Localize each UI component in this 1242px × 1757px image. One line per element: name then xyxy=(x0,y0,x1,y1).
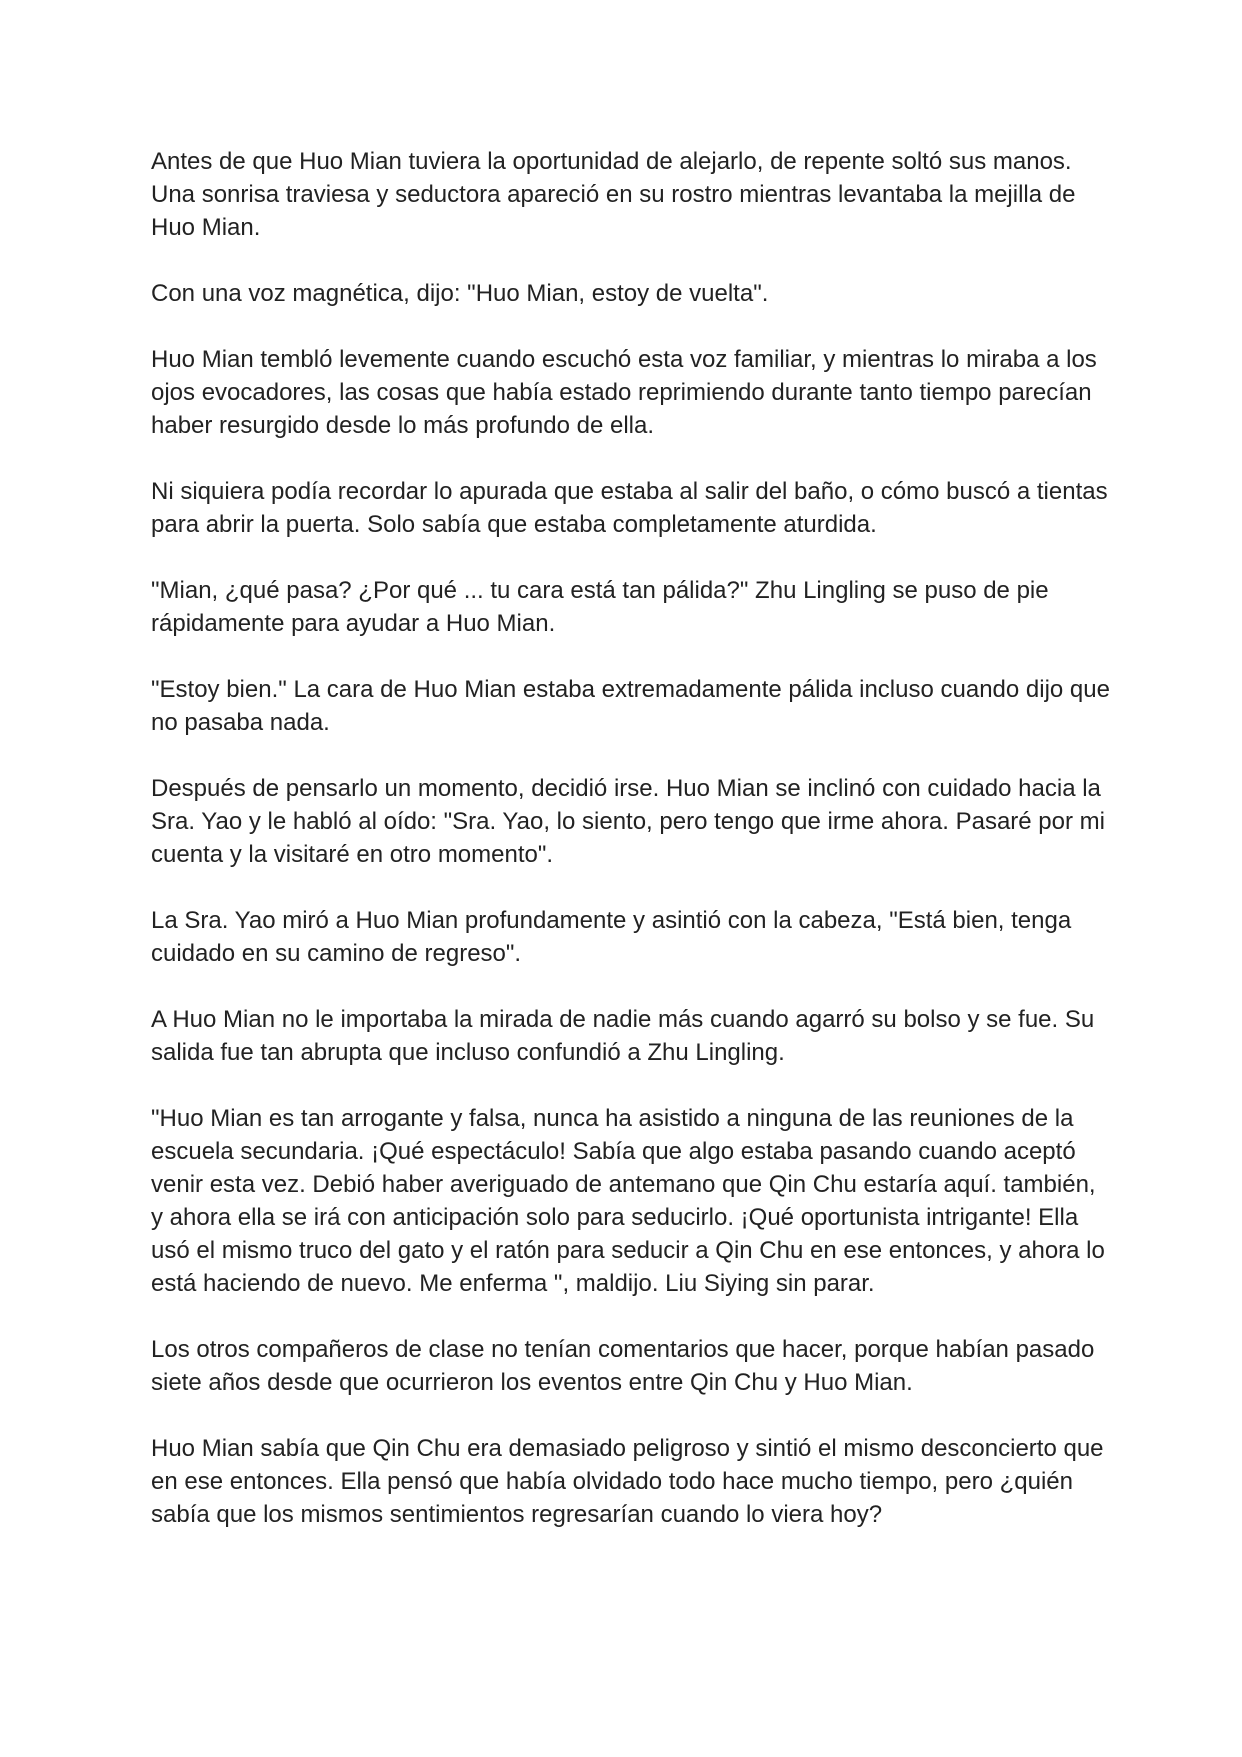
paragraph-3: Huo Mian tembló levemente cuando escuchó esta voz familiar, y mientras lo miraba a los ojos evocadores, las cosas que había estado reprimiendo durante tanto tiempo parecían haber resurgido desde lo más profundo de ella. xyxy=(151,346,1097,439)
paragraph-6: "Estoy bien." La cara de Huo Mian estaba extremadamente pálida incluso cuando dijo que no pasaba nada. xyxy=(151,676,1110,736)
paragraph-1: Antes de que Huo Mian tuviera la oportunidad de alejarlo, de repente soltó sus manos. Una sonrisa traviesa y seductora apareció en su rostro mientras levantaba la mejilla de Huo Mian. xyxy=(151,148,1076,241)
paragraph-7: Después de pensarlo un momento, decidió irse. Huo Mian se inclinó con cuidado hacia la Sra. Yao y le habló al oído: "Sra. Yao, lo siento, pero tengo que irme ahora. Pasaré por mi cuenta y la visitaré en otro momento". xyxy=(151,775,1105,868)
paragraph-2: Con una voz magnética, dijo: "Huo Mian, estoy de vuelta". xyxy=(151,280,769,307)
paragraph-4: Ni siquiera podía recordar lo apurada que estaba al salir del baño, o cómo buscó a tientas para abrir la puerta. Solo sabía que estaba completamente aturdida. xyxy=(151,478,1108,538)
paragraph-11: Los otros compañeros de clase no tenían comentarios que hacer, porque habían pasado siete años desde que ocurrieron los eventos entre Qin Chu y Huo Mian. xyxy=(151,1336,1095,1396)
paragraph-10: "Huo Mian es tan arrogante y falsa, nunca ha asistido a ninguna de las reuniones de la escuela secundaria. ¡Qué espectáculo! Sabía que algo estaba pasando cuando aceptó venir esta vez. Debió haber averiguado de antemano que Qin Chu estaría aquí. también, y ahora ella se irá con anticipación solo para seducirlo. ¡Qué oportunista intrigante! Ella usó el mismo truco del gato y el ratón para seducir a Qin Chu en ese entonces, y ahora lo está haciendo de nuevo. Me enferma ", maldijo. Liu Siying sin parar. xyxy=(151,1105,1105,1297)
paragraph-12: Huo Mian sabía que Qin Chu era demasiado peligroso y sintió el mismo desconcierto que en ese entonces. Ella pensó que había olvidado todo hace mucho tiempo, pero ¿quién sabía que los mismos sentimientos regresarían cuando lo viera hoy? xyxy=(151,1435,1104,1528)
paragraph-8: La Sra. Yao miró a Huo Mian profundamente y asintió con la cabeza, "Está bien, tenga cuidado en su camino de regreso". xyxy=(151,907,1072,967)
paragraph-5: "Mian, ¿qué pasa? ¿Por qué ... tu cara está tan pálida?" Zhu Lingling se puso de pie rápidamente para ayudar a Huo Mian. xyxy=(151,577,1049,637)
paragraph-9: A Huo Mian no le importaba la mirada de nadie más cuando agarró su bolso y se fue. Su salida fue tan abrupta que incluso confundió a Zhu Lingling. xyxy=(151,1006,1095,1066)
document-body xyxy=(151,145,1111,1564)
